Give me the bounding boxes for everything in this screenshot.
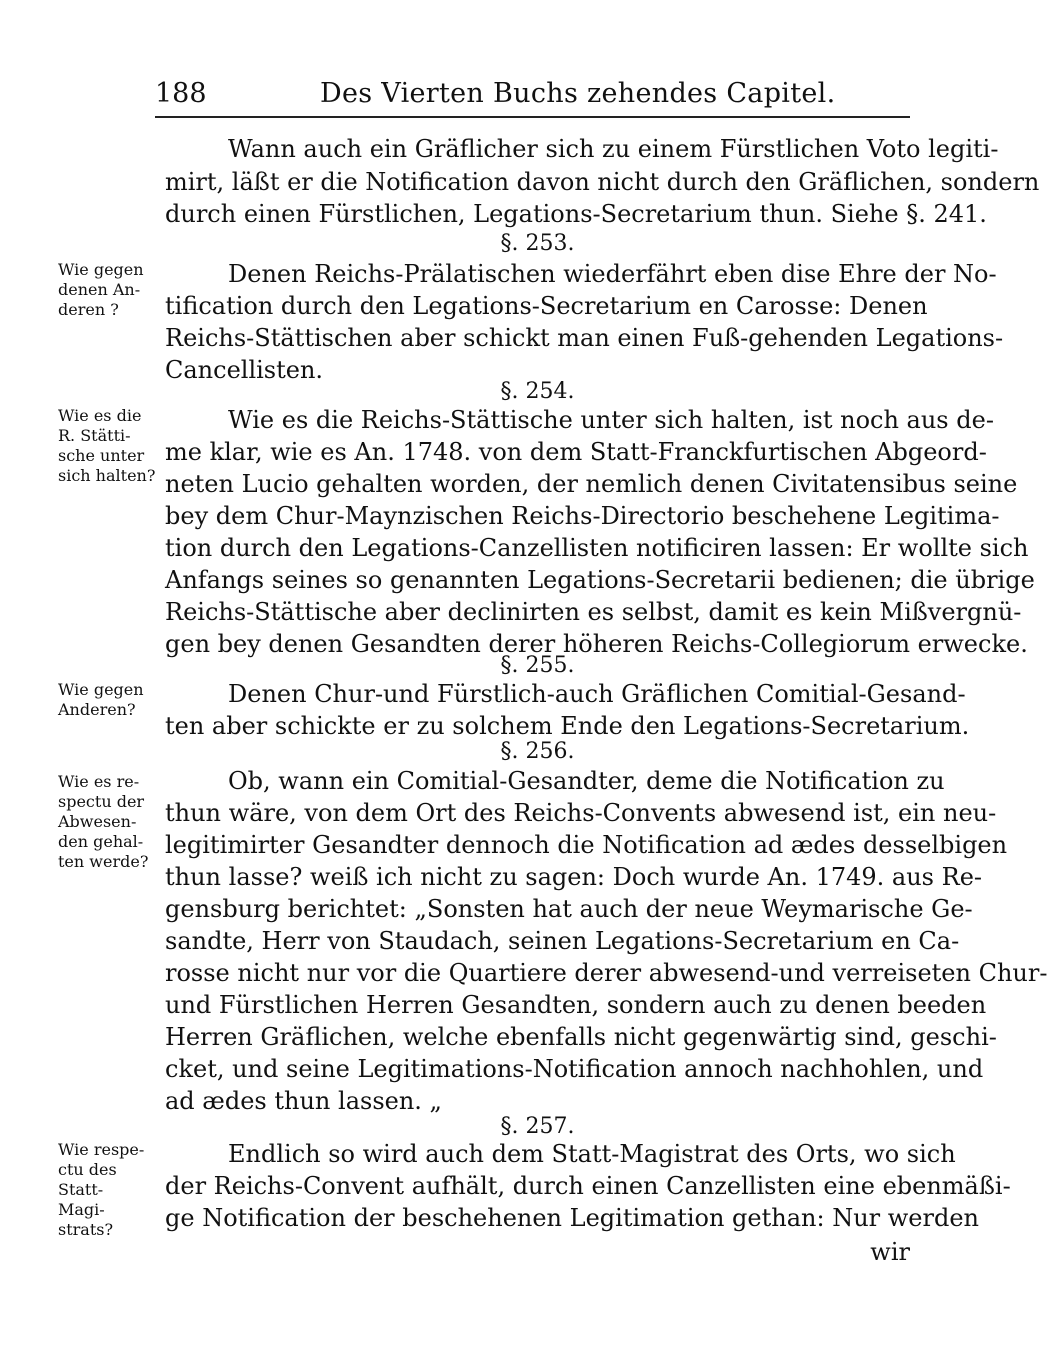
intro-line: Wann auch ein Gräflicher sich zu einem Fürstlichen Voto legiti- — [228, 135, 999, 163]
section-254-line: Anfangs seines so genannten Legations-Secretarii bedienen; die übrige — [165, 566, 1035, 594]
margin-note-line: Wie es re- — [58, 772, 140, 791]
margin-note-line: deren ? — [58, 300, 119, 319]
margin-note-line: ctu des — [58, 1160, 117, 1179]
margin-note-line: strats? — [58, 1220, 114, 1239]
margin-note-line: Wie gegen — [58, 680, 144, 699]
margin-note-255 — [58, 680, 170, 720]
section-256-line: cket, und seine Legitimations-Notification annoch nachhohlen, und — [165, 1055, 984, 1083]
page-number: 188 — [155, 78, 207, 109]
margin-note-254 — [58, 406, 170, 486]
section-253-line: Denen Reichs-Prälatischen wiederfährt eben dise Ehre der No- — [228, 260, 997, 288]
header-rule — [155, 116, 910, 118]
margin-note-line: spectu der — [58, 792, 145, 811]
margin-note-line: Anderen? — [58, 700, 136, 719]
section-257-line: der Reichs-Convent aufhält, durch einen Canzellisten eine ebenmäßi- — [165, 1172, 1011, 1200]
section-heading-255: §. 255. — [500, 653, 575, 678]
section-256-line: und Fürstlichen Herren Gesandten, sondern auch zu denen beeden — [165, 991, 987, 1019]
margin-note-257 — [58, 1140, 170, 1240]
margin-note-line: Magi- — [58, 1200, 105, 1219]
running-title: Des Vierten Buchs zehendes Capitel. — [320, 78, 836, 109]
margin-note-line: Abwesen- — [58, 812, 137, 831]
margin-note-line: sich halten? — [58, 466, 156, 485]
section-253-line: Cancellisten. — [165, 356, 324, 384]
section-254-line: bey dem Chur-Maynzischen Reichs-Directorio beschehene Legitima- — [165, 502, 1000, 530]
section-254-line: gen bey denen Gesandten derer höheren Reichs-Collegiorum erwecke. — [165, 630, 1028, 658]
section-255-line: ten aber schickte er zu solchem Ende den Legations-Secretarium. — [165, 712, 970, 740]
section-256-line: Ob, wann ein Comitial-Gesandter, deme die Notification zu — [228, 767, 945, 795]
section-254-line: neten Lucio gehalten worden, der nemlich denen Civitatensibus seine — [165, 470, 1018, 498]
margin-note-line: denen An- — [58, 280, 141, 299]
margin-note-256 — [58, 772, 170, 872]
section-257-line: ge Notification der beschehenen Legitimation gethan: Nur werden — [165, 1204, 980, 1232]
section-heading-254: §. 254. — [500, 379, 575, 404]
section-256-line: thun lasse? weiß ich nicht zu sagen: Doch wurde An. 1749. aus Re- — [165, 863, 983, 891]
section-256-line: thun wäre, von dem Ort des Reichs-Convents abwesend ist, ein neu- — [165, 799, 997, 827]
margin-note-line: Wie respe- — [58, 1140, 145, 1159]
section-256-line: legitimirter Gesandter dennoch die Notification ad ædes desselbigen — [165, 831, 1008, 859]
margin-note-line: Wie es die — [58, 406, 142, 425]
section-256-line: Herren Gräflichen, welche ebenfalls nicht gegenwärtig sind, geschi- — [165, 1023, 997, 1051]
section-heading-253: §. 253. — [500, 231, 575, 256]
margin-note-line: den gehal- — [58, 832, 144, 851]
section-254-line: Wie es die Reichs-Stättische unter sich halten, ist noch aus de- — [228, 406, 994, 434]
section-254-line: Reichs-Stättische aber declinirten es selbst, damit es kein Mißvergnü- — [165, 598, 1022, 626]
section-256-line: ad ædes thun lassen. „ — [165, 1087, 442, 1115]
margin-note-line: R. Stätti- — [58, 426, 131, 445]
margin-note-line: Wie gegen — [58, 260, 144, 279]
section-253-line: Reichs-Stättischen aber schickt man einen Fuß-gehenden Legations- — [165, 324, 1004, 352]
section-253-line: tification durch den Legations-Secretarium en Carosse: Denen — [165, 292, 928, 320]
section-heading-257: §. 257. — [500, 1114, 575, 1139]
margin-note-253 — [58, 260, 170, 320]
section-254-line: tion durch den Legations-Canzellisten notificiren lassen: Er wollte sich — [165, 534, 1029, 562]
section-256-line: gensburg berichtet: „Sonsten hat auch der neue Weymarische Ge- — [165, 895, 973, 923]
intro-line: mirt, läßt er die Notification davon nicht durch den Gräflichen, sondern — [165, 168, 1040, 196]
section-256-line: sandte, Herr von Staudach, seinen Legations-Secretarium en Ca- — [165, 927, 960, 955]
section-255-line: Denen Chur-und Fürstlich-auch Gräflichen Comitial-Gesand- — [228, 680, 966, 708]
catchword: wir — [870, 1238, 910, 1266]
page-header — [155, 78, 910, 114]
section-254-line: me klar, wie es An. 1748. von dem Statt-Franckfurtischen Abgeord- — [165, 438, 987, 466]
intro-line: durch einen Fürstlichen, Legations-Secretarium thun. Siehe §. 241. — [165, 200, 987, 228]
margin-note-line: Statt- — [58, 1180, 104, 1199]
margin-note-line: sche unter — [58, 446, 145, 465]
margin-note-line: ten werde? — [58, 852, 149, 871]
section-257-line: Endlich so wird auch dem Statt-Magistrat des Orts, wo sich — [228, 1140, 956, 1168]
section-heading-256: §. 256. — [500, 739, 575, 764]
section-256-line: rosse nicht nur vor die Quartiere derer abwesend-und verreiseten Chur- — [165, 959, 1047, 987]
